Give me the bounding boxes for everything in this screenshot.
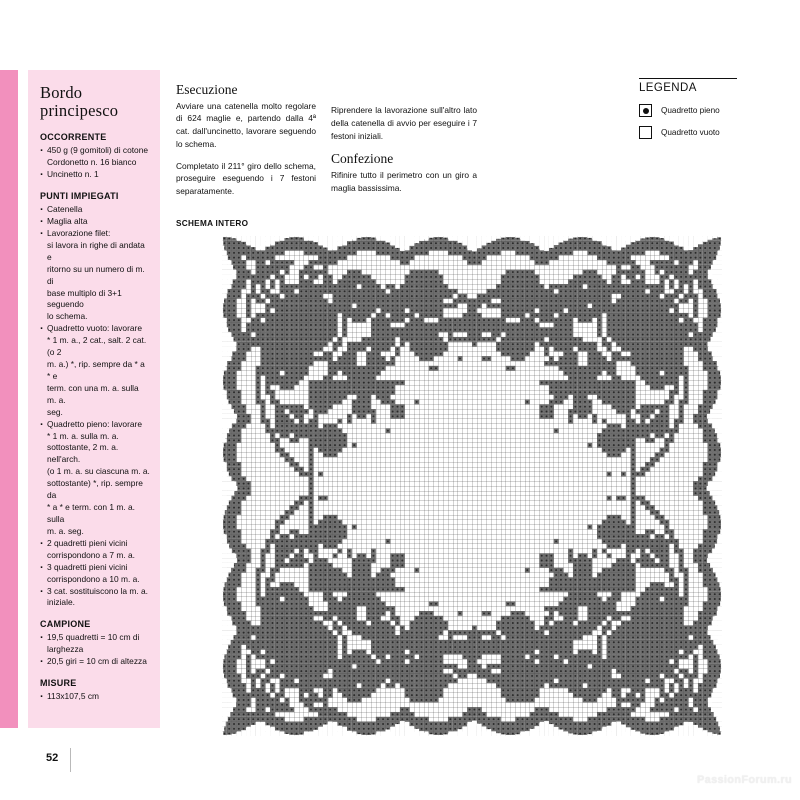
list-item: m. a.) *, rip. sempre da * a * e [47, 359, 145, 381]
list-item: · Maglia alta [40, 216, 150, 228]
heading-confezione: Confezione [331, 151, 394, 167]
list-item: · Quadretto pieno: lavorare [40, 419, 150, 431]
list-item: si lavora in righe di andata e [47, 239, 145, 262]
list-item: * a * e term. con 1 m. a. sulla [47, 502, 135, 525]
sidebar-section-heading-campione: CAMPIONE [40, 619, 91, 630]
legend-divider [639, 78, 737, 79]
list-item: · Lavorazione filet: [40, 228, 150, 240]
column-esecuzione [176, 82, 316, 198]
footer-divider [70, 748, 71, 772]
list-item: ritorno su un numero di m. di [47, 263, 145, 286]
sidebar-list-misure [40, 691, 150, 703]
list-item: * 1 m. a., 2 cat., salt. 2 cat. (o 2 [47, 335, 147, 358]
sidebar-section-heading-misure: MISURE [40, 678, 77, 689]
list-item: (o 1 m. a. su ciascuna m. a. [47, 466, 150, 477]
watermark: PassionForum.ru [697, 774, 792, 786]
paragraph-esecuzione-1: Avviare una catenella molto regolare di 624 maglie e, partendo dalla 4ª cat. dall'uncinetto, lavorare seguendo lo schema. [176, 100, 316, 149]
list-item: · Uncinetto n. 1 [40, 169, 150, 181]
legend-label-pieno: Quadretto pieno [661, 106, 720, 115]
decorative-edge-bar [0, 70, 18, 728]
list-item: * 1 m. a. sulla m. a. [47, 430, 119, 441]
list-item: · Quadretto vuoto: lavorare [40, 323, 150, 335]
sidebar-list-punti-impiegati [40, 204, 150, 609]
list-item: lo schema. [47, 311, 88, 322]
list-item: corrispondono a 10 m. a. [47, 573, 140, 584]
legend-title: LEGENDA [639, 82, 697, 94]
sidebar-list-occorrente [40, 145, 150, 181]
materials-sidebar [28, 70, 160, 728]
list-item: · Catenella [40, 204, 150, 216]
heading-esecuzione: Esecuzione [176, 82, 238, 97]
sidebar-list-campione [40, 632, 150, 668]
list-item: · 3 cat. sostituiscono la m. a. [40, 586, 150, 598]
list-item: · 450 g (9 gomitoli) di cotone [40, 145, 150, 157]
legend-row-vuoto [639, 126, 779, 139]
paragraph-esecuzione-2: Completato il 211° giro dello schema, proseguire eseguendo i 7 festoni separatamente. [176, 160, 316, 197]
empty-square-icon [639, 126, 652, 139]
filled-square-icon [639, 104, 652, 117]
list-item: iniziale. [47, 597, 75, 608]
list-item: seg. [47, 406, 63, 417]
sidebar-section-heading-punti-impiegati: PUNTI IMPIEGATI [40, 191, 119, 202]
filet-crochet-chart [222, 236, 722, 736]
list-item: larghezza [47, 644, 84, 655]
schema-label: SCHEMA INTERO [176, 219, 249, 228]
list-item: term. con una m. a. sulla m. a. [47, 382, 139, 405]
filet-chart-canvas [222, 236, 722, 736]
column-confezione [331, 104, 477, 194]
paragraph-riprendere: Riprendere la lavorazione sull'altro lato della catenella di avvio per eseguire i 7 festoni iniziali. [331, 105, 477, 141]
legend-box [639, 78, 779, 148]
list-item: · 20,5 giri = 10 cm di altezza [40, 656, 150, 668]
list-item: sottostante, 2 m. a. nell'arch. [47, 442, 119, 465]
list-item: · 19,5 quadretti = 10 cm di [40, 632, 150, 644]
page-title: Bordo principesco [40, 83, 119, 121]
list-item: m. a. seg. [47, 525, 84, 536]
list-item: · 2 quadretti pieni vicini [40, 538, 150, 550]
list-item: base multiplo di 3+1 seguendo [47, 287, 122, 310]
list-item: · 113x107,5 cm [40, 691, 150, 703]
list-item: · 3 quadretti pieni vicini [40, 562, 150, 574]
legend-row-pieno [639, 104, 779, 117]
paragraph-confezione: Rifinire tutto il perimetro con un giro a maglia bassissima. [331, 169, 477, 193]
page-number: 52 [46, 752, 59, 764]
list-item: Cordonetto n. 16 bianco [47, 157, 137, 168]
list-item: sottostante) *, rip. sempre da [47, 478, 143, 501]
list-item: corrispondono a 7 m. a. [47, 549, 135, 560]
legend-label-vuoto: Quadretto vuoto [661, 128, 720, 137]
sidebar-section-heading-occorrente: OCCORRENTE [40, 132, 107, 143]
